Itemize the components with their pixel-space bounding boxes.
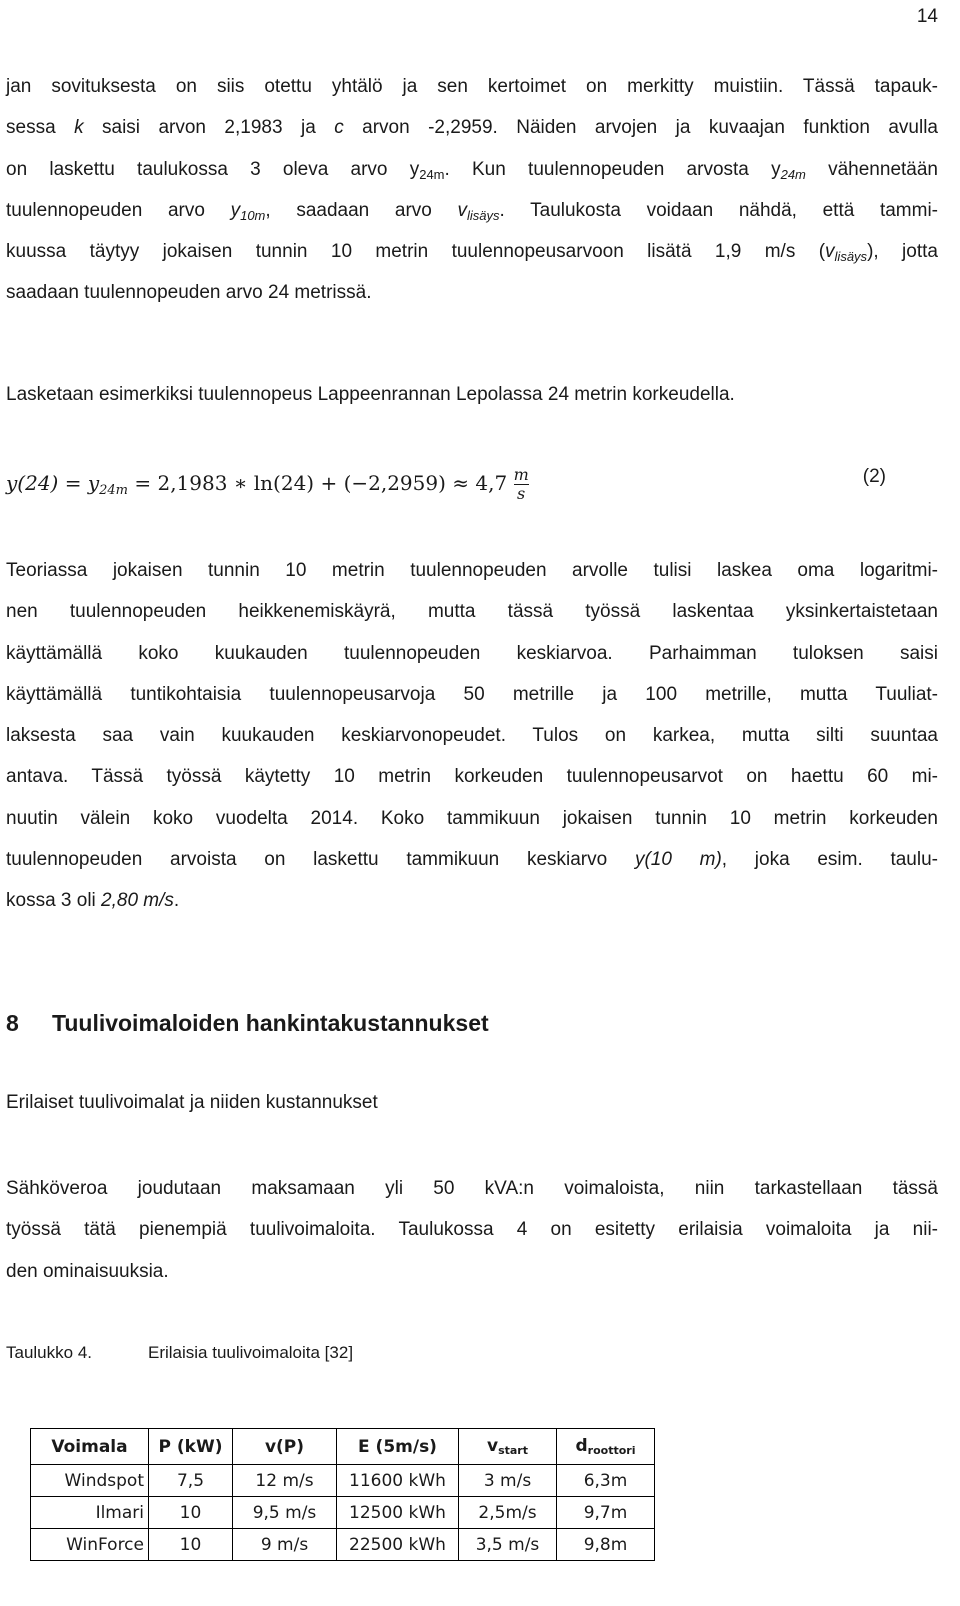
cell: 3 m/s bbox=[459, 1465, 557, 1497]
text-line: sessa k saisi arvon 2,1983 ja c arvon -2,2959. Näiden arvojen ja kuvaajan funktion avulla bbox=[6, 117, 938, 139]
equation-number: (2) bbox=[862, 466, 886, 487]
cell: 12 m/s bbox=[233, 1465, 337, 1497]
paragraph-example bbox=[6, 374, 938, 415]
text-line: käyttämällä koko kuukauden tuulennopeuden keskiarvoa. Parhaimman tuloksen saisi bbox=[6, 642, 938, 664]
text-line: nen tuulennopeuden heikkenemiskäyrä, mutta tässä työssä laskentaa yksinkertaistetaan bbox=[6, 601, 938, 623]
cell: 22500 kWh bbox=[337, 1529, 459, 1561]
equation-formula: $y(24) = y_{24m} = 2,1983$ ∗ ln(24) + (−2,2959) ≈ 4,7 $\frac{m}{s}$ bbox=[6, 465, 529, 503]
cell: WinForce bbox=[31, 1529, 149, 1561]
header-rotor-diameter: droottori bbox=[557, 1429, 655, 1465]
cell: Ilmari bbox=[31, 1497, 149, 1529]
text-line: Teoriassa jokaisen tunnin 10 metrin tuulennopeuden arvolle tulisi laskea oma logaritmi- bbox=[6, 560, 938, 581]
text-line: tuulennopeuden arvoista on laskettu tammikuun keskiarvo y(10 m), joka esim. taulu- bbox=[6, 849, 938, 871]
cell: 3,5 m/s bbox=[459, 1529, 557, 1561]
text-line: Sähköveroa joudutaan maksamaan yli 50 kVA:n voimaloista, niin tarkastellaan tässä bbox=[6, 1178, 938, 1199]
paragraph-theory bbox=[6, 550, 938, 922]
cell: 9,5 m/s bbox=[233, 1497, 337, 1529]
cell: 6,3m bbox=[557, 1465, 655, 1497]
unit-fraction: $\frac{m}{s}$ bbox=[513, 465, 529, 503]
table-caption: Taulukko 4. Erilaisia tuulivoimaloita [32] bbox=[6, 1343, 354, 1362]
page-number: 14 bbox=[916, 6, 938, 27]
cell: 9,8m bbox=[557, 1529, 655, 1561]
table-header-row bbox=[31, 1429, 655, 1465]
cell: 10 bbox=[149, 1497, 233, 1529]
cell: 9 m/s bbox=[233, 1529, 337, 1561]
header-power: P (kW) bbox=[149, 1429, 233, 1465]
text-line: Lasketaan esimerkiksi tuulennopeus Lappeenrannan Lepolassa 24 metrin korkeudella. bbox=[6, 384, 735, 405]
text-line: kuussa täytyy jokaisen tunnin 10 metrin tuulennopeusarvoon lisätä 1,9 m/s $(v_{lisäys})$, jotta bbox=[6, 241, 938, 265]
text-line: on laskettu taulukossa 3 oleva arvo $y_{24m}$. Kun tuulennopeuden arvosta $y_{24m}$ vähennetään bbox=[6, 158, 938, 182]
table-row bbox=[31, 1529, 655, 1561]
cell: Windspot bbox=[31, 1465, 149, 1497]
cell: 7,5 bbox=[149, 1465, 233, 1497]
paragraph-tax bbox=[6, 1168, 938, 1292]
text-line: den ominaisuuksia. bbox=[6, 1260, 169, 1282]
text-line: nuutin välein koko vuodelta 2014. Koko tammikuun jokaisen tunnin 10 metrin korkeuden bbox=[6, 807, 938, 829]
header-energy: E (5m/s) bbox=[337, 1429, 459, 1465]
paragraph-fit-explanation bbox=[6, 66, 938, 314]
text-line: laksesta saa vain kuukauden keskiarvonopeudet. Tulos on karkea, mutta silti suuntaa bbox=[6, 725, 938, 747]
text-line: kossa 3 oli 2,80 m/s. bbox=[6, 890, 180, 912]
table-row bbox=[31, 1465, 655, 1497]
text-line: käyttämällä tuntikohtaisia tuulennopeusarvoja 50 metrille ja 100 metrille, mutta Tuuliat- bbox=[6, 683, 938, 705]
text-line: jan sovituksesta on siis otettu yhtälö ja sen kertoimet on merkitty muistiin. Tässä tapauk- bbox=[6, 76, 938, 97]
text-line: saadaan tuulennopeuden arvo 24 metrissä. bbox=[6, 282, 372, 304]
header-rated-speed: v(P) bbox=[233, 1429, 337, 1465]
text-line: työssä tätä pienempiä tuulivoimaloita. Taulukossa 4 on esitetty erilaisia voimaloita ja nii- bbox=[6, 1219, 938, 1241]
section-heading: 8 Tuulivoimaloiden hankintakustannukset bbox=[6, 1010, 489, 1036]
text-line: tuulennopeuden arvo $y_{10m}$, saadaan arvo $v_{lisäys}$. Taulukosta voidaan nähdä, että tammi- bbox=[6, 199, 939, 223]
table-row bbox=[31, 1497, 655, 1529]
text-line: antava. Tässä työssä käytetty 10 metrin korkeuden tuulennopeusarvot on haettu 60 mi- bbox=[6, 766, 938, 788]
cell: 9,7m bbox=[557, 1497, 655, 1529]
cell: 11600 kWh bbox=[337, 1465, 459, 1497]
cell: 12500 kWh bbox=[337, 1497, 459, 1529]
header-start-speed: vstart bbox=[459, 1429, 557, 1465]
cell: 10 bbox=[149, 1529, 233, 1561]
turbine-table bbox=[30, 1428, 655, 1561]
cell: 2,5m/s bbox=[459, 1497, 557, 1529]
subheading: Erilaiset tuulivoimalat ja niiden kustannukset bbox=[6, 1092, 378, 1113]
header-voimala: Voimala bbox=[31, 1429, 149, 1465]
equation-2 bbox=[6, 462, 938, 506]
